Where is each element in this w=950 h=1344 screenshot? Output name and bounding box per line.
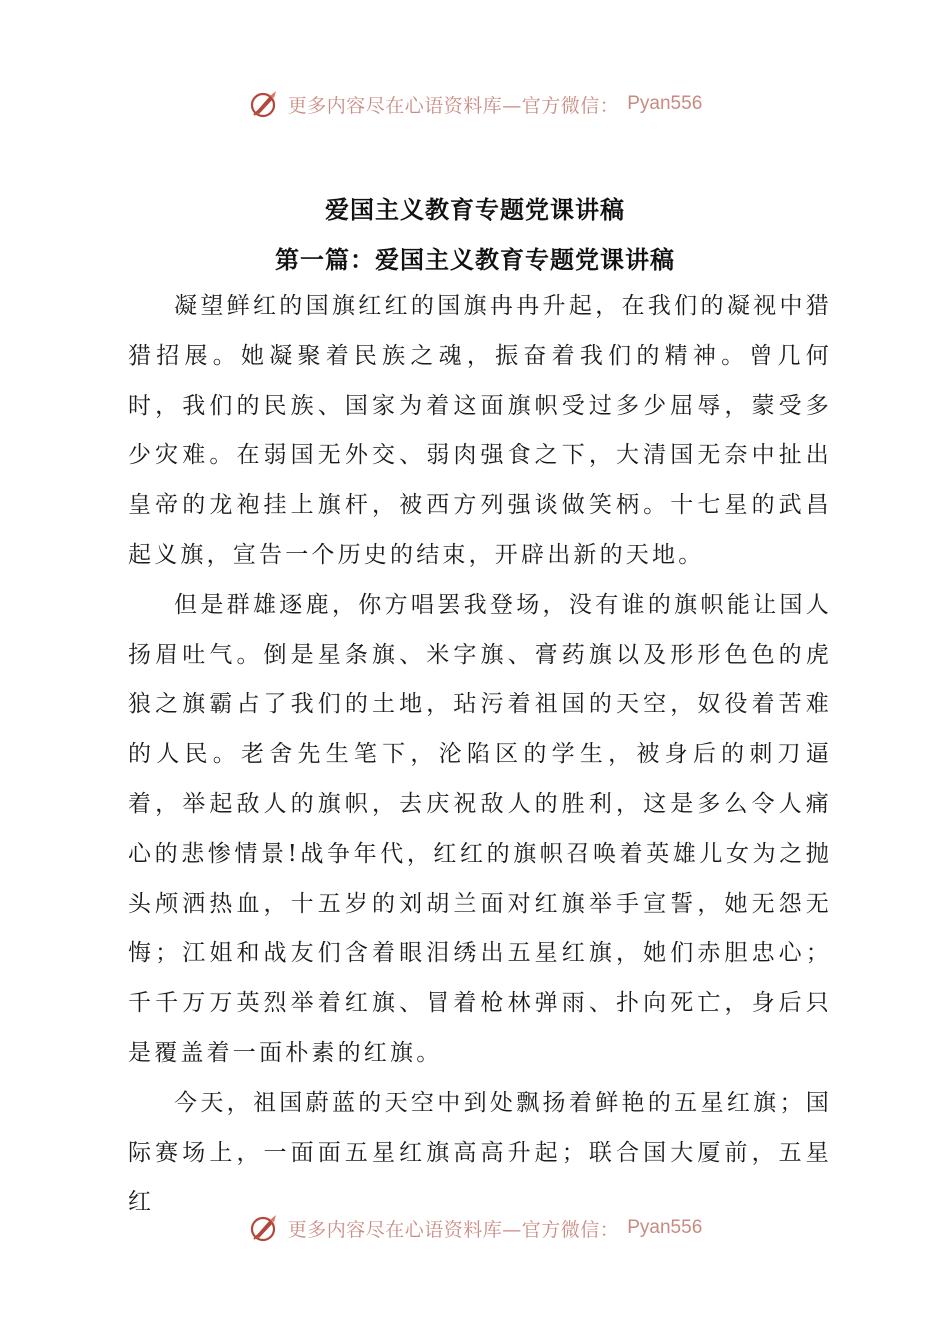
document-body (128, 282, 832, 1228)
paragraph: 今天，祖国蔚蓝的天空中到处飘扬着鲜艳的五星红旗；国际赛场上，一面面五星红旗高高升起；联合国大厦前，五星红 (128, 1089, 832, 1216)
watermark-wechat-id: Pyan556 (627, 1217, 703, 1238)
watermark-text: 更多内容尽在心语资料库—官方微信： (287, 94, 620, 117)
header-watermark (0, 84, 950, 124)
quill-pen-logo-icon (248, 88, 280, 120)
quill-pen-logo-icon (248, 1212, 280, 1244)
watermark-wechat-id: Pyan556 (627, 93, 703, 114)
document-title: 爱国主义教育专题党课讲稿 (325, 196, 625, 224)
watermark-text: 更多内容尽在心语资料库—官方微信： (287, 1218, 620, 1241)
footer-watermark (0, 1208, 950, 1248)
paragraph: 凝望鲜红的国旗红红的国旗冉冉升起，在我们的凝视中猎猎招展。她凝聚着民族之魂，振奋着我们的精神。曾几何时，我们的民族、国家为着这面旗帜受过多少屈辱，蒙受多少灾难。在弱国无外交、弱肉强食之下，大清国无奈中扯出皇帝的龙袍挂上旗杆，被西方列强谈做笑柄。十七星的武昌起义旗，宣告一个历史的结束，开辟出新的天地。 (128, 293, 832, 568)
document-subtitle: 第一篇：爱国主义教育专题党课讲稿 (275, 246, 675, 274)
paragraph: 但是群雄逐鹿，你方唱罢我登场，没有谁的旗帜能让国人扬眉吐气。倒是星条旗、米字旗、膏药旗以及形形色色的虎狼之旗霸占了我们的土地，玷污着祖国的天空，奴役着苦难的人民。老舍先生笔下，沦陷区的学生，被身后的刺刀逼着，举起敌人的旗帜，去庆祝敌人的胜利，这是多么令人痛心的悲惨情景!战争年代，红红的旗帜召唤着英雄儿女为之抛头颅洒热血，十五岁的刘胡兰面对红旗举手宣誓，她无怨无悔；江姐和战友们含着眼泪绣出五星红旗，她们赤胆忠心；千千万万英烈举着红旗、冒着枪林弹雨、扑向死亡，身后只是覆盖着一面朴素的红旗。 (128, 591, 832, 1066)
